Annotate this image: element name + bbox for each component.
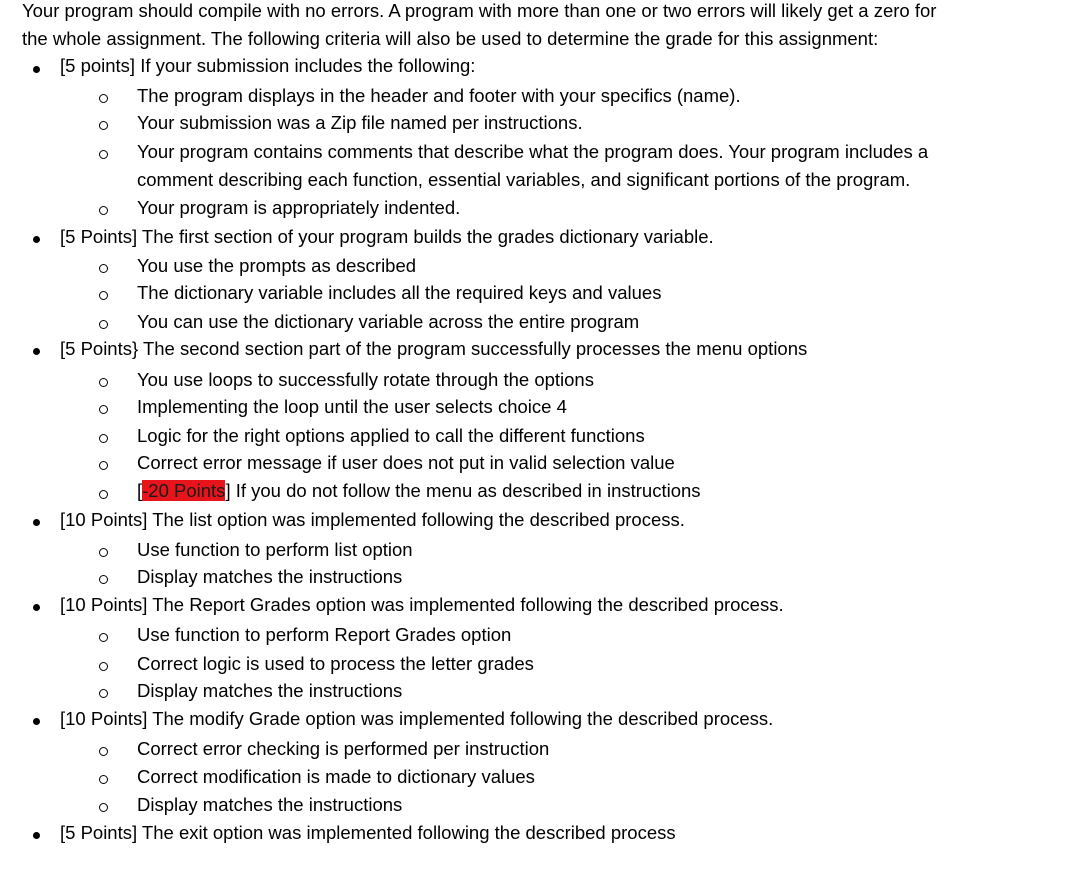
hollow-bullet-icon	[99, 206, 108, 215]
section-3-penalty-item	[137, 480, 701, 502]
hollow-bullet-icon	[99, 264, 108, 273]
intro-line-1: Your program should compile with no errors. A program with more than one or two errors will likely get a zero for	[22, 0, 937, 21]
section-1-item-4: Your program is appropriately indented.	[137, 197, 461, 218]
intro-line-2: the whole assignment. The following criteria will also be used to determine the grade for this assignment:	[22, 28, 879, 49]
hollow-bullet-icon	[99, 434, 108, 443]
hollow-bullet-icon	[99, 775, 108, 784]
hollow-bullet-icon	[99, 633, 108, 642]
section-6-item-2: Correct modification is made to dictionary values	[137, 766, 535, 787]
hollow-bullet-icon	[99, 490, 108, 499]
section-5-label: [10 Points] The Report Grades option was implemented following the described process.	[60, 594, 784, 615]
section-5-item-2: Correct logic is used to process the letter grades	[137, 653, 534, 674]
section-7-label: [5 Points] The exit option was implemented following the described process	[60, 822, 676, 843]
bullet-icon	[33, 519, 40, 526]
section-2-item-2: The dictionary variable includes all the required keys and values	[137, 282, 662, 303]
section-6-item-1: Correct error checking is performed per instruction	[137, 738, 550, 759]
bullet-icon	[33, 718, 40, 725]
section-2-label: [5 Points] The first section of your program builds the grades dictionary variable.	[60, 226, 714, 247]
section-5-item-3: Display matches the instructions	[137, 680, 403, 701]
bullet-icon	[33, 604, 40, 611]
section-3-item-2: Implementing the loop until the user selects choice 4	[137, 396, 567, 417]
section-1-item-2: Your submission was a Zip file named per instructions.	[137, 112, 583, 133]
penalty-open-bracket: [	[137, 480, 143, 501]
section-3-item-3: Logic for the right options applied to call the different functions	[137, 425, 645, 446]
bullet-icon	[33, 236, 40, 243]
section-1-item-3: Your program contains comments that describe what the program does. Your program includes a	[137, 141, 929, 162]
section-2-item-3: You can use the dictionary variable across the entire program	[137, 311, 640, 332]
bullet-icon	[33, 66, 40, 73]
section-6-label: [10 Points] The modify Grade option was implemented following the described process.	[60, 708, 774, 729]
section-1-item-3-continuation: comment describing each function, essential variables, and significant portions of the program.	[137, 169, 911, 190]
hollow-bullet-icon	[99, 94, 108, 103]
hollow-bullet-icon	[99, 320, 108, 329]
section-1-item-1: The program displays in the header and footer with your specifics (name).	[137, 85, 741, 106]
hollow-bullet-icon	[99, 405, 108, 414]
hollow-bullet-icon	[99, 548, 108, 557]
hollow-bullet-icon	[99, 461, 108, 470]
section-3-label: [5 Points} The second section part of the program successfully processes the menu options	[60, 338, 808, 359]
section-6-item-3: Display matches the instructions	[137, 794, 403, 815]
section-3-item-1: You use loops to successfully rotate through the options	[137, 369, 594, 390]
section-1-label: [5 points] If your submission includes the following:	[60, 55, 476, 76]
hollow-bullet-icon	[99, 291, 108, 300]
section-4-label: [10 Points] The list option was implemented following the described process.	[60, 509, 685, 530]
bullet-icon	[33, 832, 40, 839]
section-3-item-4: Correct error message if user does not put in valid selection value	[137, 452, 675, 473]
bullet-icon	[33, 348, 40, 355]
hollow-bullet-icon	[99, 121, 108, 130]
penalty-highlight: -20 Points	[142, 480, 226, 501]
section-4-item-1: Use function to perform list option	[137, 539, 413, 560]
hollow-bullet-icon	[99, 747, 108, 756]
section-4-item-2: Display matches the instructions	[137, 566, 403, 587]
hollow-bullet-icon	[99, 378, 108, 387]
penalty-rest: ] If you do not follow the menu as described in instructions	[225, 480, 701, 501]
section-2-item-1: You use the prompts as described	[137, 255, 417, 276]
hollow-bullet-icon	[99, 689, 108, 698]
hollow-bullet-icon	[99, 150, 108, 159]
section-5-item-1: Use function to perform Report Grades option	[137, 624, 512, 645]
hollow-bullet-icon	[99, 803, 108, 812]
hollow-bullet-icon	[99, 575, 108, 584]
hollow-bullet-icon	[99, 662, 108, 671]
